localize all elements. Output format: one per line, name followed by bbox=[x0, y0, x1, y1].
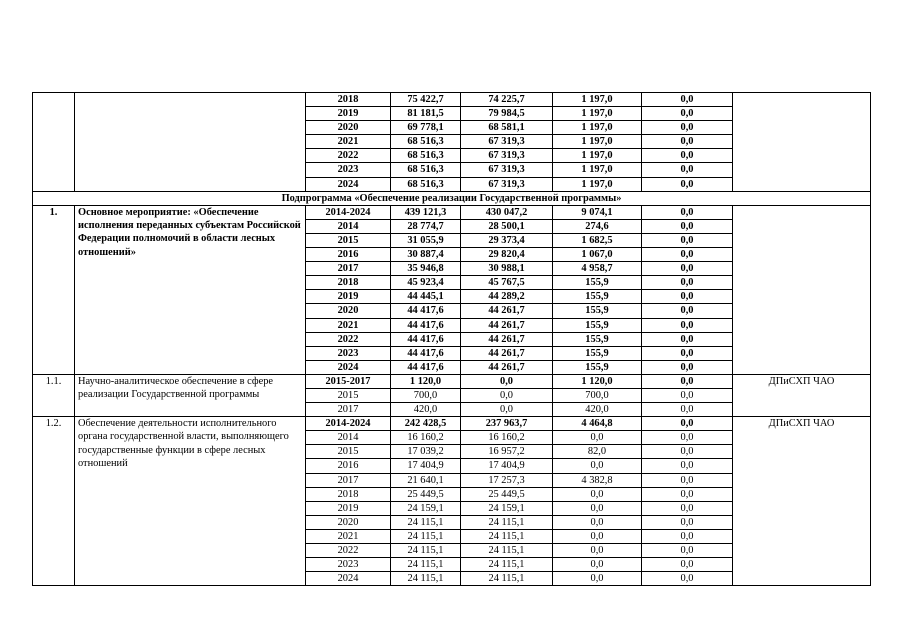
cell-year: 2024 bbox=[306, 177, 391, 191]
cell-v3: 1 197,0 bbox=[553, 177, 642, 191]
cell-v3: 4 464,8 bbox=[553, 417, 642, 431]
cell-v4: 0,0 bbox=[642, 135, 733, 149]
subprogram-title: Подпрограмма «Обеспечение реализации Государственной программы» bbox=[33, 191, 871, 205]
cell-v3: 1 197,0 bbox=[553, 149, 642, 163]
cell-v3: 0,0 bbox=[553, 544, 642, 558]
cell-v2: 16 957,2 bbox=[461, 445, 553, 459]
cell-v1: 24 115,1 bbox=[391, 515, 461, 529]
cell-v2: 29 373,4 bbox=[461, 233, 553, 247]
item-number: 1. bbox=[33, 205, 75, 374]
cell-v3: 700,0 bbox=[553, 388, 642, 402]
cell-v1: 1 120,0 bbox=[391, 374, 461, 388]
cell-v4: 0,0 bbox=[642, 360, 733, 374]
cell-v3: 155,9 bbox=[553, 332, 642, 346]
cell-v1: 68 516,3 bbox=[391, 177, 461, 191]
cell-v2: 16 160,2 bbox=[461, 431, 553, 445]
cell-v4: 0,0 bbox=[642, 515, 733, 529]
cell-year: 2020 bbox=[306, 515, 391, 529]
cell-v2: 74 225,7 bbox=[461, 93, 553, 107]
cell-v2: 17 257,3 bbox=[461, 473, 553, 487]
item-number: 1.1. bbox=[33, 374, 75, 416]
cell-v3: 155,9 bbox=[553, 290, 642, 304]
cell-year: 2022 bbox=[306, 149, 391, 163]
cell-v1: 69 778,1 bbox=[391, 121, 461, 135]
budget-table bbox=[32, 92, 871, 586]
cell-v1: 35 946,8 bbox=[391, 262, 461, 276]
cell-v4: 0,0 bbox=[642, 529, 733, 543]
cell-year: 2016 bbox=[306, 248, 391, 262]
cell-v3: 0,0 bbox=[553, 572, 642, 586]
cell-v2: 44 261,7 bbox=[461, 346, 553, 360]
cell-v3: 1 197,0 bbox=[553, 163, 642, 177]
cell-year: 2018 bbox=[306, 93, 391, 107]
cell-v1: 68 516,3 bbox=[391, 135, 461, 149]
cell-v2: 67 319,3 bbox=[461, 149, 553, 163]
cell-v4: 0,0 bbox=[642, 332, 733, 346]
cell-v4: 0,0 bbox=[642, 248, 733, 262]
cell-v1: 44 417,6 bbox=[391, 318, 461, 332]
cell-v4: 0,0 bbox=[642, 431, 733, 445]
cell-v1: 17 039,2 bbox=[391, 445, 461, 459]
cell-v1: 420,0 bbox=[391, 403, 461, 417]
cell-v3: 155,9 bbox=[553, 360, 642, 374]
cell-v1: 81 181,5 bbox=[391, 107, 461, 121]
cell-v3: 0,0 bbox=[553, 501, 642, 515]
cell-year: 2024 bbox=[306, 360, 391, 374]
cell-year: 2018 bbox=[306, 276, 391, 290]
cell-v1: 25 449,5 bbox=[391, 487, 461, 501]
table-body bbox=[33, 93, 871, 586]
item-name: Научно-аналитическое обеспечение в сфере реализации Государственной программы bbox=[75, 374, 306, 416]
cell-year: 2019 bbox=[306, 501, 391, 515]
cell-v4: 0,0 bbox=[642, 417, 733, 431]
cell-v1: 28 774,7 bbox=[391, 219, 461, 233]
cell-v2: 24 115,1 bbox=[461, 572, 553, 586]
subprogram-header-row bbox=[33, 191, 871, 205]
cell-v4: 0,0 bbox=[642, 388, 733, 402]
cell-v3: 1 067,0 bbox=[553, 248, 642, 262]
number-cell bbox=[33, 93, 75, 192]
cell-year: 2015 bbox=[306, 233, 391, 247]
cell-v2: 67 319,3 bbox=[461, 177, 553, 191]
cell-v1: 24 115,1 bbox=[391, 544, 461, 558]
responsible-cell bbox=[733, 93, 871, 192]
cell-year: 2015 bbox=[306, 445, 391, 459]
cell-v4: 0,0 bbox=[642, 219, 733, 233]
cell-v4: 0,0 bbox=[642, 403, 733, 417]
cell-v1: 45 923,4 bbox=[391, 276, 461, 290]
cell-v2: 17 404,9 bbox=[461, 459, 553, 473]
cell-year: 2014 bbox=[306, 219, 391, 233]
cell-v2: 28 500,1 bbox=[461, 219, 553, 233]
cell-v4: 0,0 bbox=[642, 149, 733, 163]
cell-v1: 24 115,1 bbox=[391, 558, 461, 572]
cell-v4: 0,0 bbox=[642, 501, 733, 515]
cell-v1: 24 159,1 bbox=[391, 501, 461, 515]
cell-v1: 68 516,3 bbox=[391, 149, 461, 163]
cell-year: 2020 bbox=[306, 121, 391, 135]
cell-v3: 1 120,0 bbox=[553, 374, 642, 388]
cell-year: 2015 bbox=[306, 388, 391, 402]
cell-v3: 1 197,0 bbox=[553, 121, 642, 135]
cell-v3: 155,9 bbox=[553, 304, 642, 318]
cell-year: 2019 bbox=[306, 290, 391, 304]
cell-v4: 0,0 bbox=[642, 572, 733, 586]
cell-v1: 17 404,9 bbox=[391, 459, 461, 473]
responsible-cell: ДПиСХП ЧАО bbox=[733, 417, 871, 586]
cell-v3: 0,0 bbox=[553, 529, 642, 543]
cell-v3: 274,6 bbox=[553, 219, 642, 233]
table-row bbox=[33, 93, 871, 107]
cell-v3: 155,9 bbox=[553, 276, 642, 290]
item-number: 1.2. bbox=[33, 417, 75, 586]
cell-v4: 0,0 bbox=[642, 93, 733, 107]
cell-v2: 0,0 bbox=[461, 403, 553, 417]
cell-year: 2023 bbox=[306, 163, 391, 177]
cell-v2: 67 319,3 bbox=[461, 135, 553, 149]
table-row bbox=[33, 374, 871, 388]
cell-v4: 0,0 bbox=[642, 290, 733, 304]
cell-v2: 44 261,7 bbox=[461, 360, 553, 374]
cell-v1: 44 417,6 bbox=[391, 304, 461, 318]
cell-v1: 44 417,6 bbox=[391, 332, 461, 346]
cell-v2: 44 261,7 bbox=[461, 332, 553, 346]
cell-v2: 44 261,7 bbox=[461, 318, 553, 332]
cell-v1: 700,0 bbox=[391, 388, 461, 402]
cell-v4: 0,0 bbox=[642, 163, 733, 177]
cell-v3: 1 197,0 bbox=[553, 135, 642, 149]
cell-v3: 1 197,0 bbox=[553, 93, 642, 107]
cell-v3: 4 958,7 bbox=[553, 262, 642, 276]
cell-v1: 16 160,2 bbox=[391, 431, 461, 445]
cell-year: 2022 bbox=[306, 544, 391, 558]
cell-v2: 24 115,1 bbox=[461, 515, 553, 529]
cell-v3: 0,0 bbox=[553, 558, 642, 572]
cell-year: 2018 bbox=[306, 487, 391, 501]
cell-v1: 21 640,1 bbox=[391, 473, 461, 487]
cell-v2: 430 047,2 bbox=[461, 205, 553, 219]
cell-v1: 44 417,6 bbox=[391, 360, 461, 374]
cell-year: 2014-2024 bbox=[306, 205, 391, 219]
responsible-cell: ДПиСХП ЧАО bbox=[733, 374, 871, 416]
cell-v1: 31 055,9 bbox=[391, 233, 461, 247]
cell-v4: 0,0 bbox=[642, 205, 733, 219]
cell-v4: 0,0 bbox=[642, 276, 733, 290]
cell-v4: 0,0 bbox=[642, 544, 733, 558]
cell-v2: 29 820,4 bbox=[461, 248, 553, 262]
cell-v4: 0,0 bbox=[642, 487, 733, 501]
cell-v1: 24 115,1 bbox=[391, 572, 461, 586]
cell-year: 2020 bbox=[306, 304, 391, 318]
cell-v1: 24 115,1 bbox=[391, 529, 461, 543]
cell-year: 2015-2017 bbox=[306, 374, 391, 388]
cell-year: 2017 bbox=[306, 262, 391, 276]
cell-v3: 1 682,5 bbox=[553, 233, 642, 247]
cell-year: 2016 bbox=[306, 459, 391, 473]
table-row bbox=[33, 417, 871, 431]
cell-v4: 0,0 bbox=[642, 121, 733, 135]
cell-v4: 0,0 bbox=[642, 445, 733, 459]
cell-v4: 0,0 bbox=[642, 459, 733, 473]
cell-v3: 9 074,1 bbox=[553, 205, 642, 219]
cell-v3: 0,0 bbox=[553, 431, 642, 445]
cell-v1: 44 417,6 bbox=[391, 346, 461, 360]
cell-v1: 68 516,3 bbox=[391, 163, 461, 177]
cell-year: 2021 bbox=[306, 318, 391, 332]
cell-v4: 0,0 bbox=[642, 346, 733, 360]
cell-v4: 0,0 bbox=[642, 318, 733, 332]
cell-v1: 242 428,5 bbox=[391, 417, 461, 431]
cell-v4: 0,0 bbox=[642, 304, 733, 318]
cell-v4: 0,0 bbox=[642, 558, 733, 572]
cell-v3: 1 197,0 bbox=[553, 107, 642, 121]
cell-v3: 420,0 bbox=[553, 403, 642, 417]
cell-v2: 68 581,1 bbox=[461, 121, 553, 135]
cell-v3: 82,0 bbox=[553, 445, 642, 459]
cell-v4: 0,0 bbox=[642, 473, 733, 487]
cell-v1: 30 887,4 bbox=[391, 248, 461, 262]
item-name: Обеспечение деятельности исполнительного органа государственной власти, выполняющего государственные функции в сфере лесных отношений bbox=[75, 417, 306, 586]
cell-year: 2019 bbox=[306, 107, 391, 121]
cell-v1: 439 121,3 bbox=[391, 205, 461, 219]
cell-v2: 79 984,5 bbox=[461, 107, 553, 121]
cell-v3: 0,0 bbox=[553, 515, 642, 529]
name-cell bbox=[75, 93, 306, 192]
cell-v2: 45 767,5 bbox=[461, 276, 553, 290]
cell-v3: 0,0 bbox=[553, 459, 642, 473]
cell-year: 2017 bbox=[306, 403, 391, 417]
cell-v4: 0,0 bbox=[642, 233, 733, 247]
responsible-cell bbox=[733, 205, 871, 374]
item-name: Основное мероприятие: «Обеспечение исполнения переданных субъектам Российской Федерации полномочий в области лесных отношений» bbox=[75, 205, 306, 374]
cell-year: 2021 bbox=[306, 135, 391, 149]
cell-year: 2023 bbox=[306, 346, 391, 360]
cell-v2: 44 289,2 bbox=[461, 290, 553, 304]
cell-year: 2014-2024 bbox=[306, 417, 391, 431]
cell-v3: 155,9 bbox=[553, 318, 642, 332]
cell-v2: 24 115,1 bbox=[461, 544, 553, 558]
cell-v3: 0,0 bbox=[553, 487, 642, 501]
cell-v2: 24 115,1 bbox=[461, 558, 553, 572]
cell-year: 2023 bbox=[306, 558, 391, 572]
cell-v4: 0,0 bbox=[642, 262, 733, 276]
cell-v2: 30 988,1 bbox=[461, 262, 553, 276]
cell-year: 2022 bbox=[306, 332, 391, 346]
cell-v2: 0,0 bbox=[461, 374, 553, 388]
cell-v1: 44 445,1 bbox=[391, 290, 461, 304]
cell-v4: 0,0 bbox=[642, 374, 733, 388]
table-row bbox=[33, 205, 871, 219]
cell-v2: 0,0 bbox=[461, 388, 553, 402]
cell-v4: 0,0 bbox=[642, 107, 733, 121]
cell-v2: 67 319,3 bbox=[461, 163, 553, 177]
cell-v1: 75 422,7 bbox=[391, 93, 461, 107]
cell-v3: 155,9 bbox=[553, 346, 642, 360]
cell-v2: 24 159,1 bbox=[461, 501, 553, 515]
cell-v2: 25 449,5 bbox=[461, 487, 553, 501]
cell-v2: 24 115,1 bbox=[461, 529, 553, 543]
cell-v2: 44 261,7 bbox=[461, 304, 553, 318]
cell-year: 2014 bbox=[306, 431, 391, 445]
cell-v2: 237 963,7 bbox=[461, 417, 553, 431]
cell-year: 2024 bbox=[306, 572, 391, 586]
cell-v3: 4 382,8 bbox=[553, 473, 642, 487]
cell-year: 2021 bbox=[306, 529, 391, 543]
cell-year: 2017 bbox=[306, 473, 391, 487]
cell-v4: 0,0 bbox=[642, 177, 733, 191]
